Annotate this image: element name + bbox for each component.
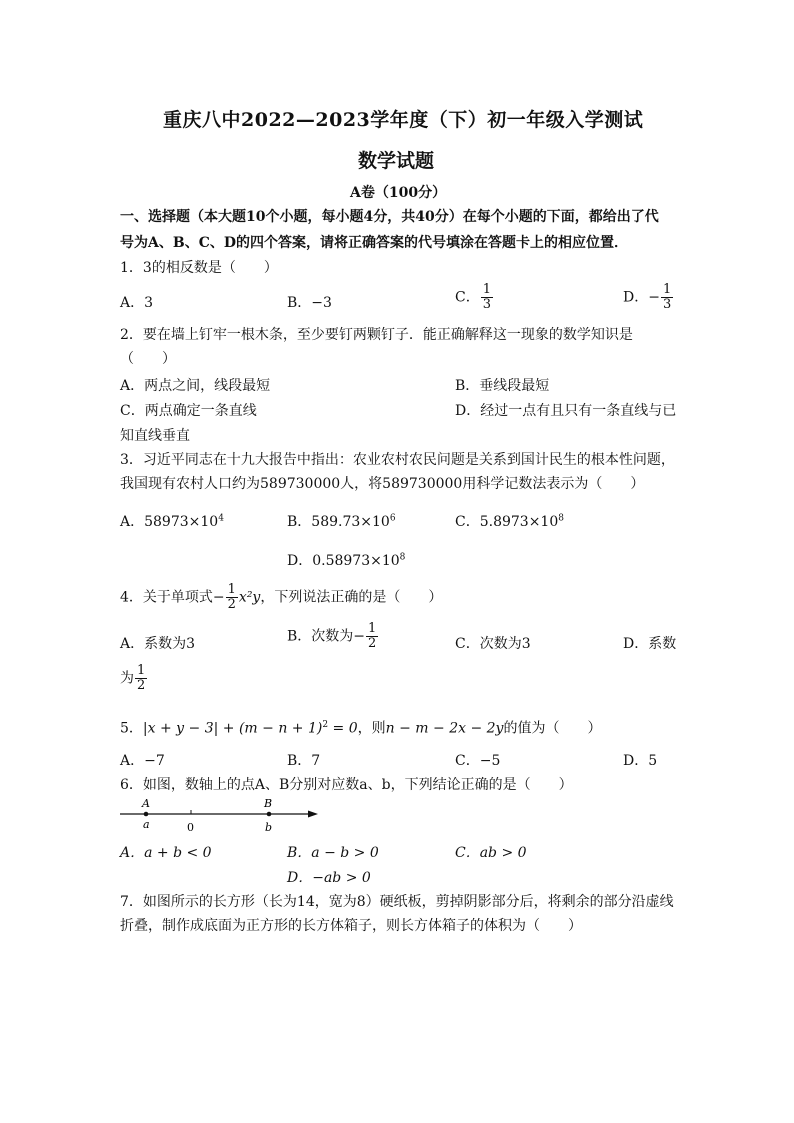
q3-option-c-base: C．5.8973×10 — [455, 514, 559, 530]
q6-option-c: C．ab > 0 — [455, 845, 527, 861]
number-line-arrow — [308, 811, 318, 818]
q3-option-d-base: D．0.58973×10 — [287, 553, 400, 569]
q5-stem-suffix: 的值为（ ） — [503, 720, 602, 737]
q5-option-a: A．−7 — [120, 753, 165, 769]
point-B-marker — [267, 812, 272, 817]
q4-stem-suffix: ，下列说法正确的是（ ） — [260, 589, 443, 606]
q1-option-a: A．3 — [120, 295, 154, 311]
q4-b-numerator: 1 — [368, 621, 377, 636]
q2-option-c: C．两点确定一条直线 — [120, 403, 257, 419]
q4-stem — [120, 583, 442, 612]
q2-option-a: A．两点之间，线段最短 — [120, 378, 271, 394]
q1-option-d-fraction — [661, 283, 673, 312]
q1-option-c — [455, 283, 494, 312]
q3-option-c-exponent: 8 — [558, 513, 564, 524]
q3-stem-line1: 3．习近平同志在十九大报告中指出：农业农村农民问题是关系到国计民生的根本性问题， — [120, 452, 675, 468]
q3-option-a — [120, 511, 224, 531]
q4-option-d-fraction — [135, 664, 147, 693]
q1-c-denominator: 3 — [482, 297, 491, 312]
q5-stem-prefix: 5． — [120, 720, 143, 737]
q4-stem-fraction — [226, 583, 238, 612]
q6-option-b: B．a − b > 0 — [287, 845, 379, 861]
q3-option-a-exponent: 4 — [218, 513, 224, 524]
section-a-heading: A卷（100分） — [350, 185, 447, 201]
q4-stem-denominator: 2 — [227, 597, 236, 612]
q4-option-a: A．系数为3 — [120, 636, 196, 652]
q2-option-b: B．垂线段最短 — [455, 378, 550, 394]
section-intro-line2: 号为A、B、C、D的四个答案，请将正确答案的代号填涂在答题卡上的相应位置． — [120, 235, 628, 251]
q3-stem-line2: 我国现有农村人口约为589730000人，将589730000用科学记数法表示为（ ） — [120, 476, 645, 492]
q1-option-c-label: C． — [455, 289, 480, 306]
q4-b-denominator: 2 — [368, 636, 377, 651]
q6-stem: 6．如图，数轴上的点A、B分别对应数a、b，下列结论正确的是（ ） — [120, 777, 573, 793]
section-intro-line1: 一、选择题（本大题10个小题，每小题4分，共40分）在每个小题的下面，都给出了代 — [120, 209, 659, 225]
q4-monomial: x²y — [238, 589, 261, 606]
q4-stem-numerator: 1 — [227, 582, 236, 597]
q1-d-denominator: 3 — [662, 297, 672, 312]
value-b-label: b — [265, 821, 273, 834]
q5-option-d: D．5 — [623, 753, 658, 769]
exam-subtitle: 数学试题 — [358, 150, 435, 172]
point-A-label: A — [142, 797, 150, 810]
q1-option-b: B．−3 — [287, 295, 332, 311]
q4-option-c: C．次数为3 — [455, 636, 531, 652]
q2-stem-line2: （ ） — [120, 351, 176, 367]
q2-option-d-line1: D．经过一点有且只有一条直线与已 — [455, 403, 677, 419]
q2-stem-line1: 2．要在墙上钉牢一根木条，至少要钉两颗钉子．能正确解释这一现象的数学知识是 — [120, 327, 633, 343]
q5-equation-tail: = 0 — [328, 720, 358, 737]
q3-option-a-base: A．58973×10 — [120, 514, 219, 530]
q6-option-a: A．a + b < 0 — [120, 845, 212, 861]
q4-d-numerator: 1 — [137, 663, 146, 678]
q3-option-d-exponent: 8 — [399, 552, 406, 563]
q5-option-c: C．−5 — [455, 753, 501, 769]
q4-option-b — [287, 622, 379, 651]
q3-option-c — [455, 511, 564, 531]
exam-title: 重庆八中2022—2023学年度（下）初一年级入学测试 — [163, 109, 644, 131]
q2-option-d-line2: 知直线垂直 — [120, 428, 190, 444]
point-A-marker — [144, 812, 149, 817]
q1-d-numerator: 1 — [662, 282, 672, 297]
point-B-label: B — [264, 797, 273, 810]
q7-stem-line1: 7．如图所示的长方形（长为14，宽为8）硬纸板，剪掉阴影部分后，将剩余的部分沿虚线 — [120, 894, 674, 910]
q1-option-d — [623, 283, 674, 312]
q5-option-b: B．7 — [287, 753, 321, 769]
q5-equation-exponent: 2 — [322, 720, 329, 730]
q6-number-line-figure — [120, 794, 340, 840]
q5-stem — [120, 715, 601, 739]
q3-option-d — [287, 550, 405, 570]
q4-option-d-line1: D．系数 — [623, 636, 677, 652]
q1-option-c-fraction — [481, 283, 493, 312]
q4-option-b-label: B．次数为− — [287, 628, 366, 645]
q4-stem-prefix: 4．关于单项式− — [120, 589, 225, 606]
q3-option-b — [287, 511, 396, 531]
q5-equation: |x + y − 3| + (m − n + 1) — [142, 720, 323, 737]
q4-d-denominator: 2 — [137, 678, 146, 693]
q4-option-b-fraction — [366, 622, 378, 651]
q3-option-b-base: B．589.73×10 — [287, 514, 390, 530]
q7-stem-line2: 折叠，制作成底面为正方形的长方体箱子，则长方体箱子的体积为（ ） — [120, 918, 582, 934]
value-a-label: a — [143, 818, 150, 831]
q1-stem: 1．3的相反数是（ ） — [120, 260, 278, 276]
q1-c-numerator: 1 — [482, 282, 491, 297]
q6-option-d: D．−ab > 0 — [287, 870, 371, 886]
q4-option-d-line2 — [120, 664, 148, 693]
q5-expression: n − m − 2x − 2y — [385, 720, 504, 737]
q3-option-b-exponent: 6 — [389, 513, 396, 524]
q4-option-d-prefix: 为 — [120, 670, 134, 687]
q1-option-d-label: D．− — [623, 289, 660, 306]
zero-label: 0 — [187, 821, 194, 834]
q5-stem-mid: ，则 — [357, 720, 386, 737]
